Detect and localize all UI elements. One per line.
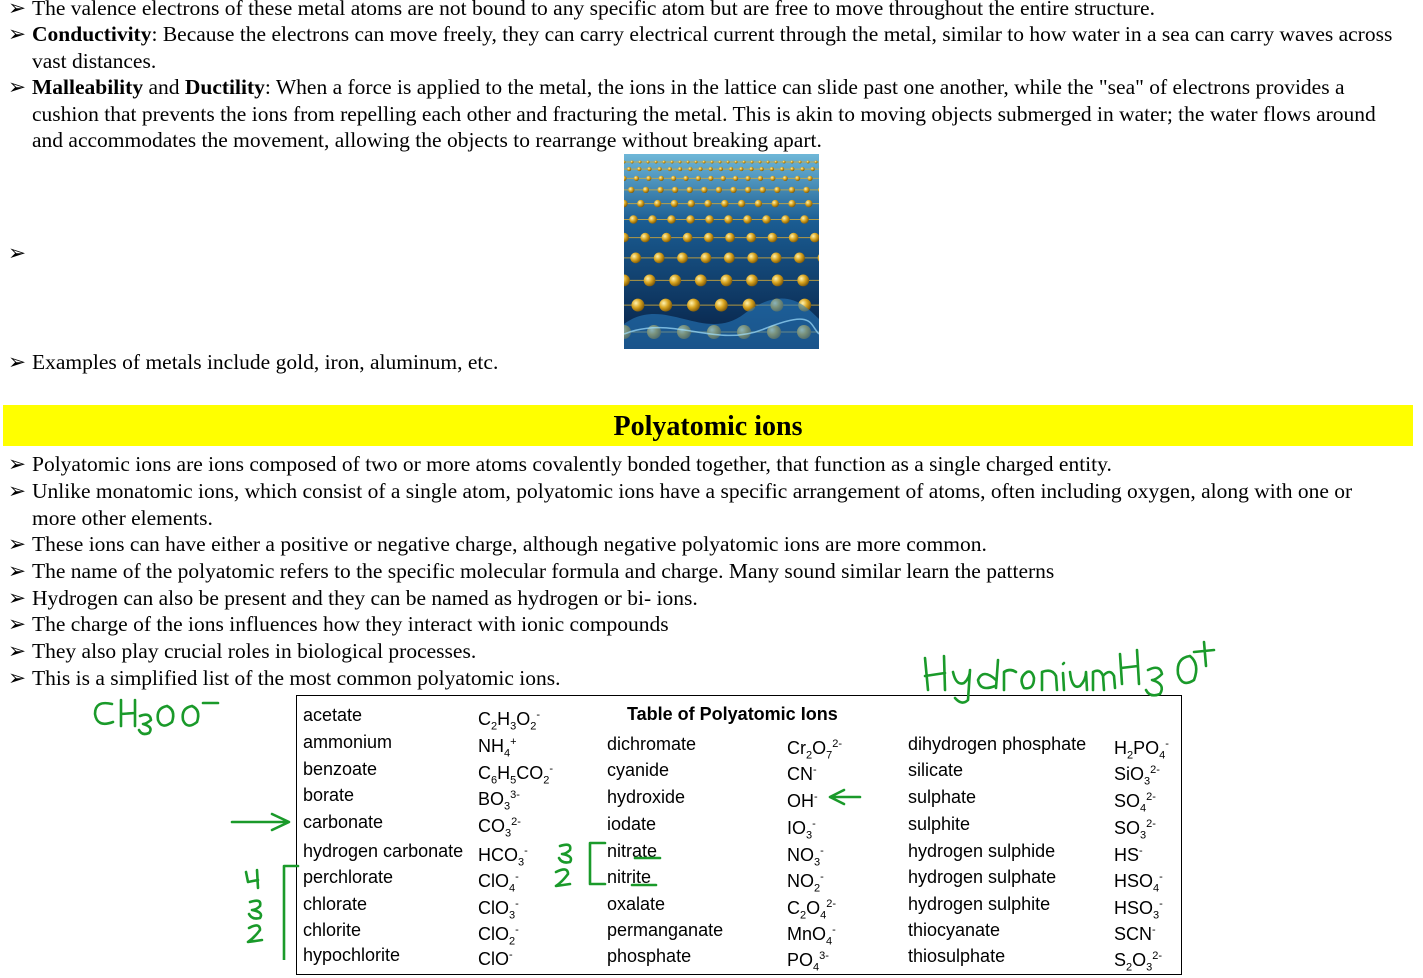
poly-bullet [8, 558, 1398, 585]
carbonate-arrow [232, 814, 289, 830]
ion-name: sulphite [908, 814, 971, 834]
bullet-malleability [8, 74, 1398, 154]
ion-name: thiocyanate [908, 920, 1001, 940]
table-title: Table of Polyatomic Ions [627, 704, 838, 724]
bullet-text-part: : Because the electrons can move freely, they can carry electrical current through the metal, similar to how water in a sea can carry waves across vast distances. [32, 22, 1393, 73]
ion-formula: ClO$_2$- [478, 924, 519, 948]
bullet-valence [8, 0, 1398, 22]
bullet-text-part: and [143, 75, 185, 99]
bullet-text: Hydrogen can also be present and they can be named as hydrogen or bi- ions. [32, 586, 698, 610]
ion-name: chlorate [303, 894, 368, 914]
poly-bullet [8, 531, 1398, 558]
ion-formula: $PO_4^{3-}$ [787, 950, 829, 974]
bullet-arrow-icon: ➢ [8, 22, 27, 46]
ion-name: phosphate [607, 946, 692, 966]
bullet-text-part: : When a force is applied to the metal, the ions in the lattice can slide past one another, while the "sea" of electrons provides a cushion that prevents the ions from repelling each other and fracturing the metal. This is akin to moving objects submerged in water; the water flows around and accommodates the movement, allowing the objects to rearrange without breaking apart. [32, 75, 1376, 152]
ion-formula: $SO_3^{2-}$ [1114, 818, 1156, 842]
ion-name: thiosulphate [908, 946, 1006, 966]
bullet-text: They also play crucial roles in biological processes. [32, 639, 477, 663]
ion-formula: MnO$_4$- [787, 924, 836, 948]
bullet-text-part: The valence electrons of these metal atoms are not bound to any specific atom but are free to move throughout the entire structure. [32, 0, 1155, 20]
bullet-examples [8, 349, 498, 376]
ion-name: iodate [607, 814, 657, 834]
ion-formula: SiO$_3^{2-}$ [1114, 764, 1160, 788]
ion-formula: HS- [1114, 845, 1143, 865]
ion-name: cyanide [607, 760, 670, 780]
bullet-arrow-icon: ➢ [8, 479, 27, 503]
ion-formula: SCN- [1114, 924, 1156, 944]
ion-name: borate [303, 785, 355, 805]
poly-bullet [8, 478, 1398, 531]
ion-formula: $C_2H_3O_2^-$ [478, 709, 541, 733]
bullet-term: Conductivity [32, 22, 152, 46]
poly-bullet [8, 451, 1398, 478]
bullet-arrow-icon: ➢ [8, 639, 27, 663]
bullet-text: Unlike monatomic ions, which consist of a single atom, polyatomic ions have a specific arrangement of atoms, often including oxygen, along with one or more other elements. [32, 479, 1353, 530]
ion-name: perchlorate [303, 867, 394, 887]
ion-name: dihydrogen phosphate [908, 734, 1087, 754]
ion-name: hydrogen sulphate [908, 867, 1057, 887]
bullet-arrow-icon: ➢ [8, 666, 27, 690]
ion-name: hypochlorite [303, 945, 401, 965]
poly-bullet [8, 638, 1398, 665]
bullet-text [32, 0, 1398, 22]
ion-formula: $CO_3^{2-}$ [478, 816, 521, 840]
ion-name: oxalate [607, 894, 666, 914]
ion-formula: ClO$_4$- [478, 871, 519, 895]
bullet-text [32, 21, 1398, 74]
bullet-text: Examples of metals include gold, iron, aluminum, etc. [32, 350, 499, 374]
acetate-note [95, 700, 218, 734]
ion-formula: $C_6H_5CO_2^-$ [478, 763, 554, 787]
bullet-arrow-icon: ➢ [8, 241, 27, 265]
section-title-banner: Polyatomic ions [3, 405, 1413, 446]
ion-name: hydrogen sulphite [908, 894, 1051, 914]
ion-formula: $IO_3^-$ [787, 818, 816, 842]
poly-bullet [8, 665, 1398, 692]
ion-name: nitrite [607, 867, 652, 887]
ion-name: hydrogen carbonate [303, 841, 464, 861]
bullet-text: Polyatomic ions are ions composed of two or more atoms covalently bonded together, that function as a single charged entity. [32, 452, 1112, 476]
ion-formula: $NH_4^+$ [478, 736, 517, 760]
ion-formula: $BO_3^{3-}$ [478, 789, 520, 813]
ion-name: dichromate [607, 734, 697, 754]
bullet-text: These ions can have either a positive or negative charge, although negative polyatomic ions are more common. [32, 532, 987, 556]
ion-formula: $SO_4^{2-}$ [1114, 791, 1156, 815]
bullet-arrow-icon: ➢ [8, 452, 27, 476]
bullet-arrow-icon: ➢ [8, 612, 27, 636]
metal-lattice-image [624, 154, 819, 349]
ion-formula: $Cr_2O_7^{2-}$ [787, 738, 843, 762]
ion-formula: $C_2O_4^{2-}$ [787, 898, 837, 922]
ion-name: nitrate [607, 841, 658, 861]
ion-formula: CN- [787, 764, 817, 784]
ion-formula: $S_2O_3^{2-}$ [1114, 950, 1163, 974]
bullet-conductivity [8, 21, 1398, 74]
bullet-arrow-icon: ➢ [8, 586, 27, 610]
ion-name: ammonium [303, 732, 393, 752]
ion-formula: OH- [787, 791, 818, 811]
ion-name: chlorite [303, 920, 362, 940]
bullet-arrow-icon: ➢ [8, 559, 27, 583]
ion-formula: $NO_3^-$ [787, 845, 824, 869]
poly-bullet [8, 585, 1398, 612]
bullet-term: Malleability [32, 75, 144, 99]
bullet-text: This is a simplified list of the most common polyatomic ions. [32, 666, 561, 690]
bullet-term: Ductility [184, 75, 265, 99]
ion-formula: ClO- [478, 949, 513, 969]
ion-name: hydrogen sulphide [908, 841, 1056, 861]
bullet-arrow-icon: ➢ [8, 350, 27, 374]
ion-name: permanganate [607, 920, 724, 940]
ion-name: carbonate [303, 812, 384, 832]
ion-name: hydroxide [607, 787, 686, 807]
polyatomic-table [296, 695, 1182, 975]
bullet-arrow-icon: ➢ [8, 75, 27, 99]
ion-formula: $NO_2^-$ [787, 871, 824, 895]
bullet-text: The charge of the ions influences how they interact with ionic compounds [32, 612, 669, 636]
ion-name: benzoate [303, 759, 378, 779]
ion-formula: $HCO_3^-$ [478, 845, 528, 869]
ion-formula: $HSO_3^-$ [1114, 898, 1163, 922]
ion-name: silicate [908, 760, 964, 780]
bullet-arrow-icon: ➢ [8, 532, 27, 556]
bullet-arrow-icon: ➢ [8, 0, 27, 20]
ion-formula: ClO$_3$- [478, 898, 519, 922]
ion-name: sulphate [908, 787, 977, 807]
poly-bullet [8, 611, 1398, 638]
ion-formula: $H_2PO_4^-$ [1114, 738, 1169, 762]
bullet-text [32, 74, 1398, 154]
ion-formula: $HSO_4^-$ [1114, 871, 1163, 895]
bullet-text: The name of the polyatomic refers to the specific molecular formula and charge. Many sound similar learn the patterns [32, 559, 1055, 583]
ion-name: acetate [303, 705, 363, 725]
